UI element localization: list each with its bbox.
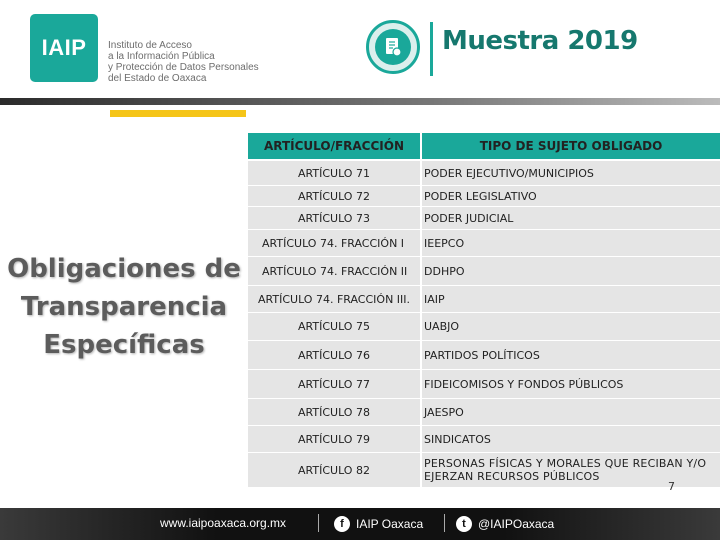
article-cell: ARTÍCULO 77 — [248, 370, 420, 398]
facebook-icon: f — [334, 516, 350, 532]
table-row — [248, 341, 720, 369]
twitter-label: @IAIPOaxaca — [478, 517, 555, 531]
footer-divider — [318, 514, 319, 532]
column-header-article: ARTÍCULO/FRACCIÓN — [248, 133, 420, 159]
page-number: 7 — [668, 480, 675, 493]
article-cell: ARTÍCULO 78 — [248, 399, 420, 425]
table-row — [248, 286, 720, 312]
subject-cell: JAESPO — [422, 399, 720, 425]
institution-name — [108, 40, 259, 84]
table-row — [248, 257, 720, 285]
section-title-line: Específicas — [43, 330, 205, 360]
article-cell: ARTÍCULO 74. FRACCIÓN II — [248, 257, 420, 285]
table-row — [248, 453, 720, 487]
article-cell: ARTÍCULO 82 — [248, 453, 420, 487]
subject-cell: PODER LEGISLATIVO — [422, 186, 720, 206]
section-title-line: Transparencia — [20, 292, 228, 322]
subject-cell: PERSONAS FÍSICAS Y MORALES QUE RECIBAN Y/O EJERZAN RECURSOS PÚBLICOS — [422, 453, 720, 487]
twitter-icon: t — [456, 516, 472, 532]
article-cell: ARTÍCULO 72 — [248, 186, 420, 206]
table-row — [248, 426, 720, 452]
subject-cell: DDHPO — [422, 257, 720, 285]
article-cell: ARTÍCULO 71 — [248, 161, 420, 185]
article-cell: ARTÍCULO 76 — [248, 341, 420, 369]
institution-line: del Estado de Oaxaca — [108, 73, 207, 84]
website-link[interactable] — [160, 516, 286, 530]
article-cell: ARTÍCULO 73 — [248, 207, 420, 229]
subject-cell: UABJO — [422, 313, 720, 340]
header-divider — [430, 22, 433, 76]
page-title: Muestra 2019 — [442, 26, 638, 56]
facebook-link[interactable] — [334, 516, 423, 532]
table-row — [248, 370, 720, 398]
obligations-table — [248, 133, 720, 487]
section-title-line: Obligaciones de — [7, 254, 241, 284]
institution-line: y Protección de Datos Personales — [108, 62, 259, 73]
logo-abbr: IAIP — [41, 35, 87, 60]
article-cell: ARTÍCULO 79 — [248, 426, 420, 452]
table-row — [248, 399, 720, 425]
article-cell: ARTÍCULO 75 — [248, 313, 420, 340]
table-row — [248, 230, 720, 256]
footer-bar — [0, 508, 720, 540]
subject-cell: PARTIDOS POLÍTICOS — [422, 341, 720, 369]
table-row — [248, 161, 720, 185]
article-cell: ARTÍCULO 74. FRACCIÓN III. — [248, 286, 420, 312]
subject-cell: PODER EJECUTIVO/MUNICIPIOS — [422, 161, 720, 185]
iaip-logo — [30, 14, 98, 82]
facebook-label: IAIP Oaxaca — [356, 517, 424, 531]
subject-cell: IEEPCO — [422, 230, 720, 256]
subject-cell: PODER JUDICIAL — [422, 207, 720, 229]
header-rule — [0, 98, 720, 105]
table-row — [248, 313, 720, 340]
header-accent-bar — [110, 110, 246, 117]
subject-cell: IAIP — [422, 286, 720, 312]
table-row — [248, 207, 720, 229]
table-header — [248, 133, 720, 159]
table-row — [248, 186, 720, 206]
column-header-subject: TIPO DE SUJETO OBLIGADO — [422, 133, 720, 159]
institution-line: a la Información Pública — [108, 51, 215, 62]
section-title — [6, 250, 242, 364]
website-label: www.iaipoaxaca.org.mx — [160, 516, 287, 530]
subject-cell: FIDEICOMISOS Y FONDOS PÚBLICOS — [422, 370, 720, 398]
subject-cell: SINDICATOS — [422, 426, 720, 452]
article-cell: ARTÍCULO 74. FRACCIÓN I — [248, 230, 420, 256]
document-seal-icon — [366, 20, 420, 74]
footer-divider — [444, 514, 445, 532]
twitter-link[interactable] — [456, 516, 554, 532]
institution-line: Instituto de Acceso — [108, 40, 192, 51]
